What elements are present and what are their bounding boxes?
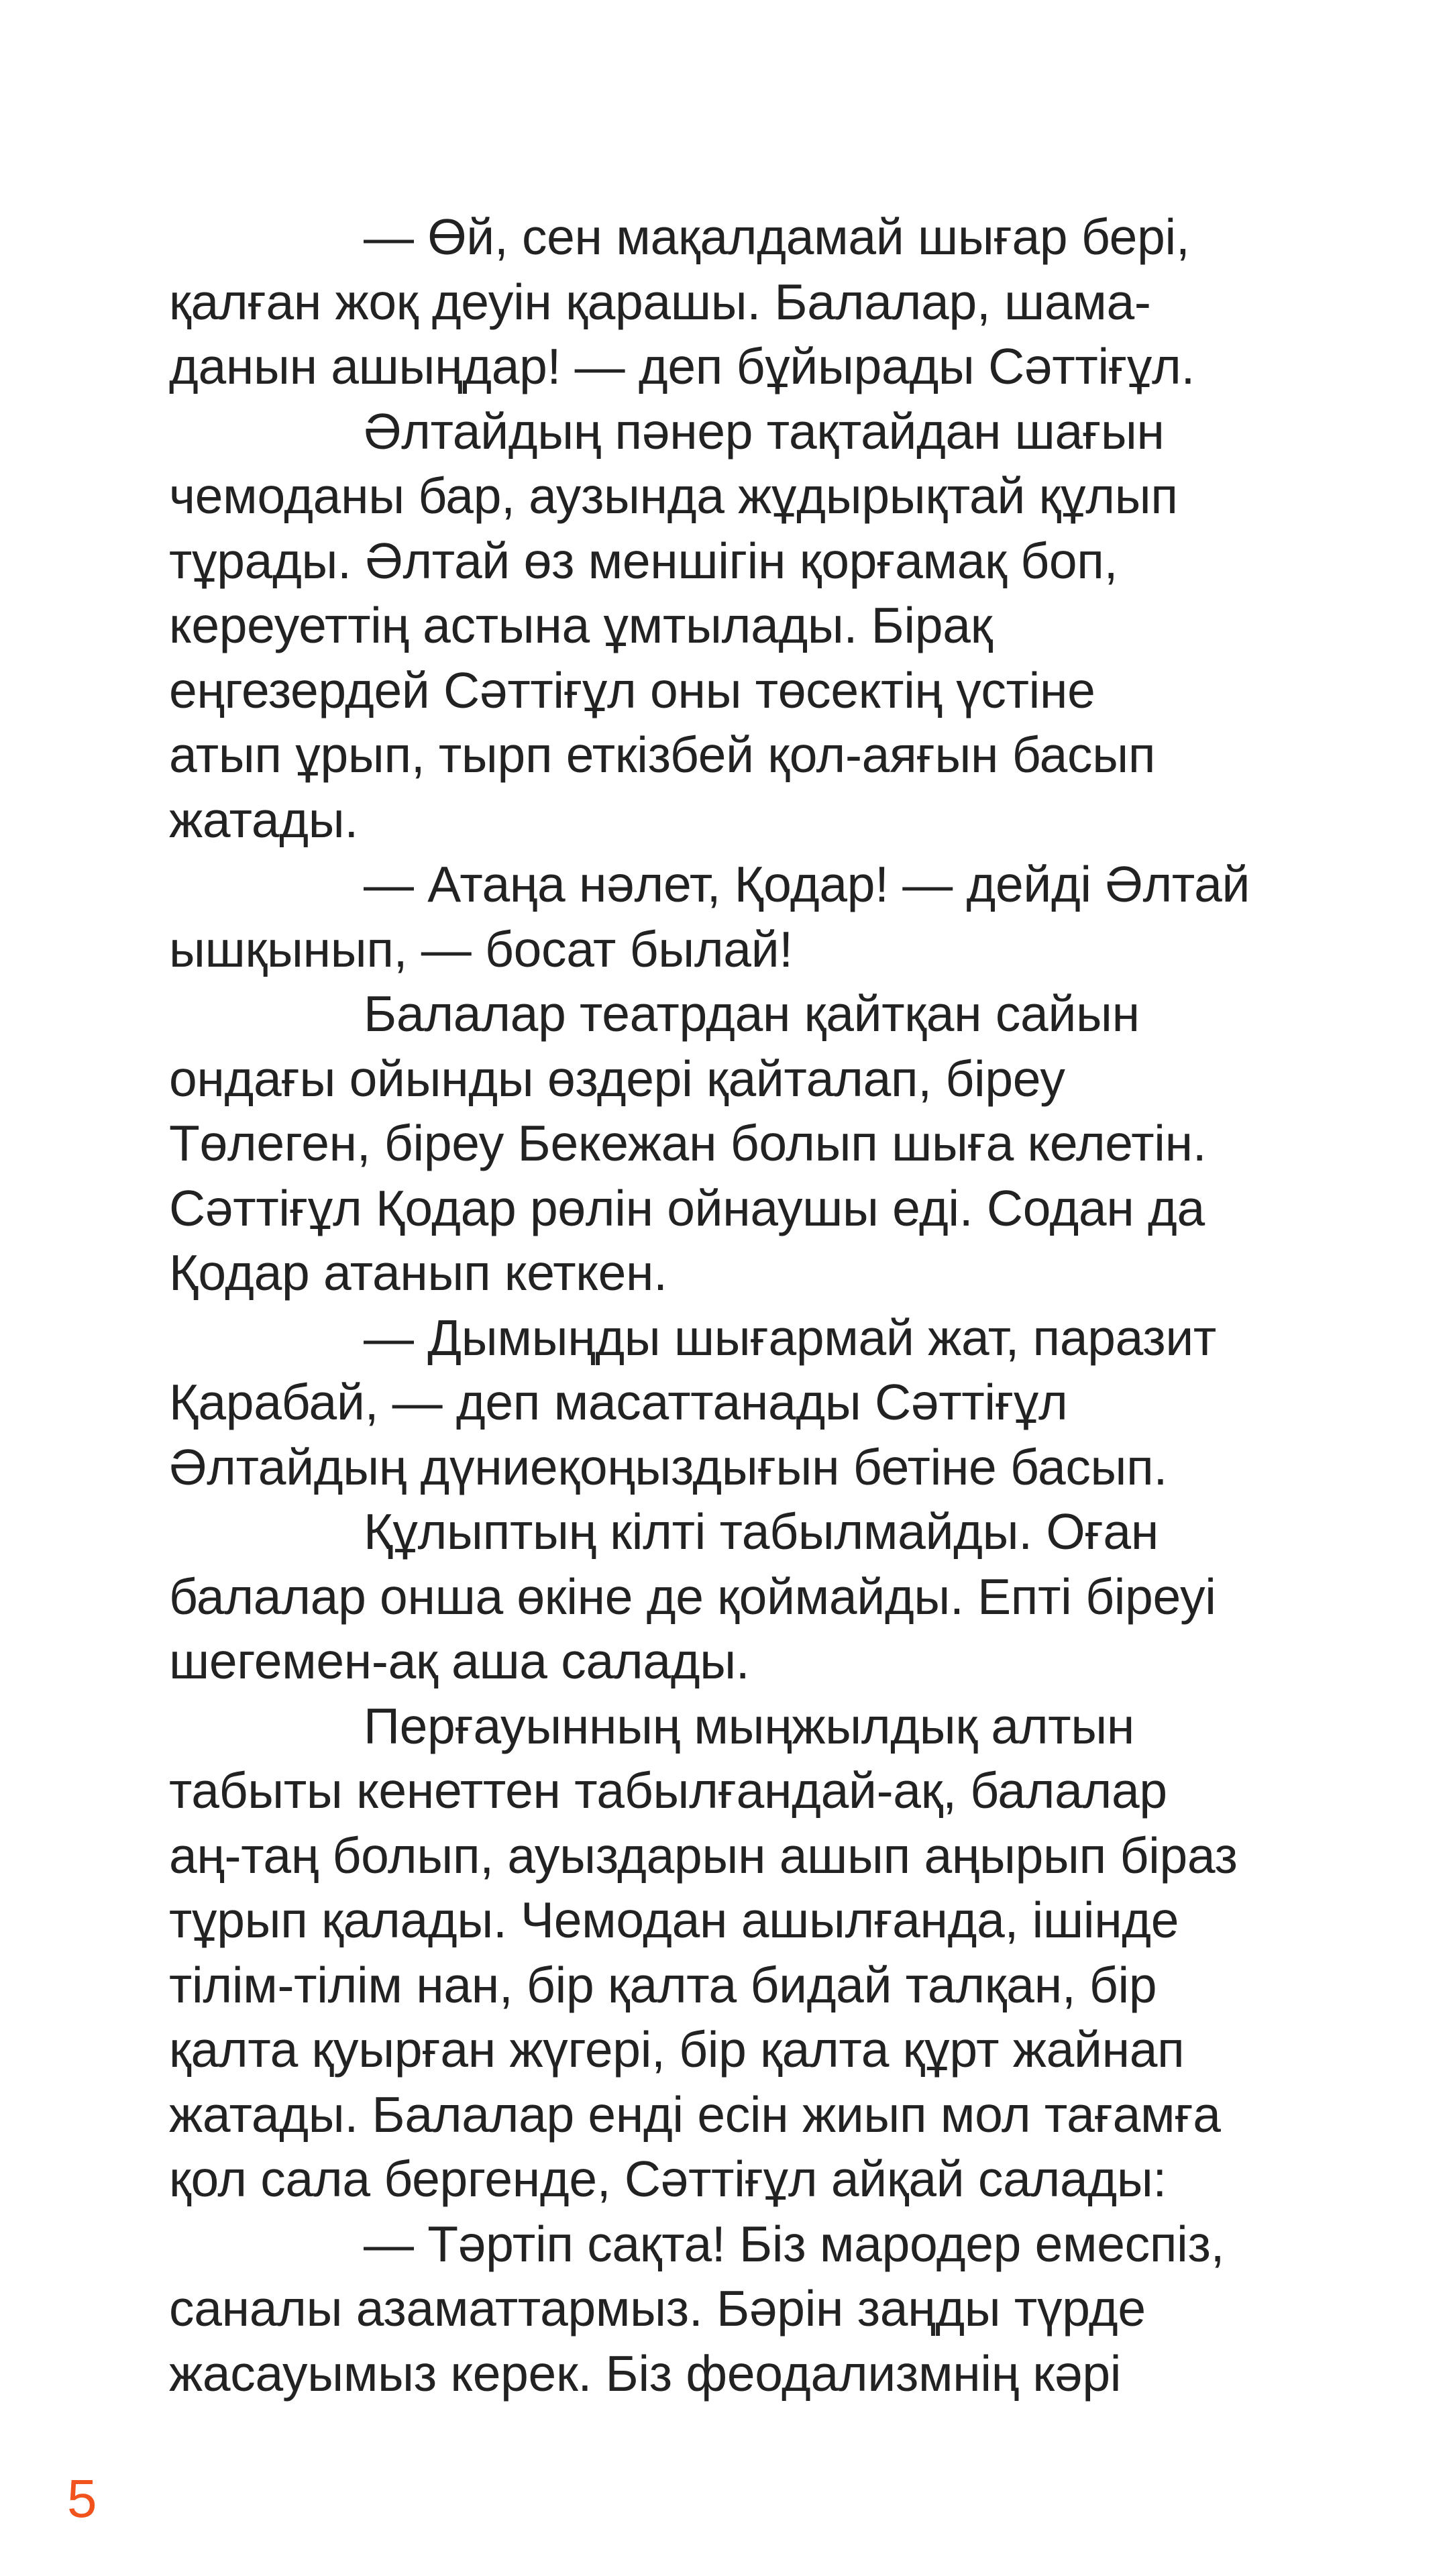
text-line: — Атаңа нәлет, Қодар! — дейді Әлтай: [364, 856, 1250, 912]
text-line: — Дымыңды шығармай жат, паразит: [364, 1309, 1216, 1366]
text-line: Төлеген, біреу Бекежан болып шыға келетін.: [169, 1115, 1207, 1171]
text-line: шегемен-ақ аша салады.: [169, 1633, 750, 1689]
text-line: ышқынып, — босат былай!: [169, 920, 793, 977]
text-line: данын ашыңдар! — деп бұйырады Сәттіғұл.: [169, 338, 1195, 394]
body-text: [169, 205, 1323, 2406]
text-line: саналы азаматтармыз. Бәрін заңды түрде: [169, 2280, 1146, 2337]
text-line: еңгезердей Сәттіғұл оны төсектің үстіне: [169, 661, 1095, 718]
text-line: қол сала бергенде, Сәттіғұл айқай салады:: [169, 2151, 1167, 2207]
text-line: тұрады. Әлтай өз меншігін қорғамақ боп,: [169, 532, 1118, 589]
text-line: тілім-тілім нан, бір қалта бидай талқан, бір: [169, 1956, 1157, 2013]
text-line: жатады. Балалар енді есін жиып мол тағамға: [169, 2086, 1221, 2143]
text-line: Әлтайдың пәнер тақтайдан шағын: [364, 402, 1165, 460]
text-line: Балалар театрдан қайтқан сайын: [364, 985, 1140, 1042]
text-line: Сәттіғұл Қодар рөлін ойнаушы еді. Содан да: [169, 1179, 1205, 1236]
text-line: жатады.: [169, 791, 358, 848]
text-line: Қарабай, — деп масаттанады Сәттіғұл: [169, 1374, 1068, 1430]
text-line: ондағы ойынды өздері қайталап, біреу: [169, 1050, 1065, 1107]
text-line: аң-таң болып, ауыздарын ашып аңырып біраз: [169, 1827, 1238, 1884]
text-line: балалар онша өкіне де қоймайды. Епті біреуі: [169, 1568, 1216, 1625]
text-line: тұрып қалады. Чемодан ашылғанда, ішінде: [169, 1892, 1179, 1948]
text-line: кереуеттің астына ұмтылады. Бірақ: [169, 597, 993, 653]
text-line: — Өй, сен мақалдамай шығар бері,: [364, 209, 1190, 265]
text-line: Құлыптың кілті табылмайды. Оған: [364, 1503, 1159, 1560]
text-line: — Тәртіп сақта! Біз мародер емеспіз,: [364, 2215, 1225, 2272]
text-line: Қодар атанып кеткен.: [169, 1244, 667, 1301]
text-line: жасауымыз керек. Біз феодализмнің кәрі: [169, 2345, 1122, 2402]
text-line: атып ұрып, тырп еткізбей қол-аяғын басып: [169, 727, 1156, 783]
text-line: Перғауынның мыңжылдық алтын: [364, 1697, 1135, 1754]
text-line: Әлтайдың дүниеқоңыздығын бетіне басып.: [169, 1438, 1168, 1495]
page-number: 5: [67, 2469, 97, 2528]
text-line: қалта қуырған жүгері, бір қалта құрт жайнап: [169, 2021, 1185, 2078]
text-line: чемоданы бар, аузында жұдырықтай құлып: [169, 468, 1178, 524]
text-line: қалған жоқ деуін қарашы. Балалар, шама-: [169, 273, 1151, 330]
text-line: табыты кенеттен табылғандай-ақ, балалар: [169, 1762, 1167, 1819]
